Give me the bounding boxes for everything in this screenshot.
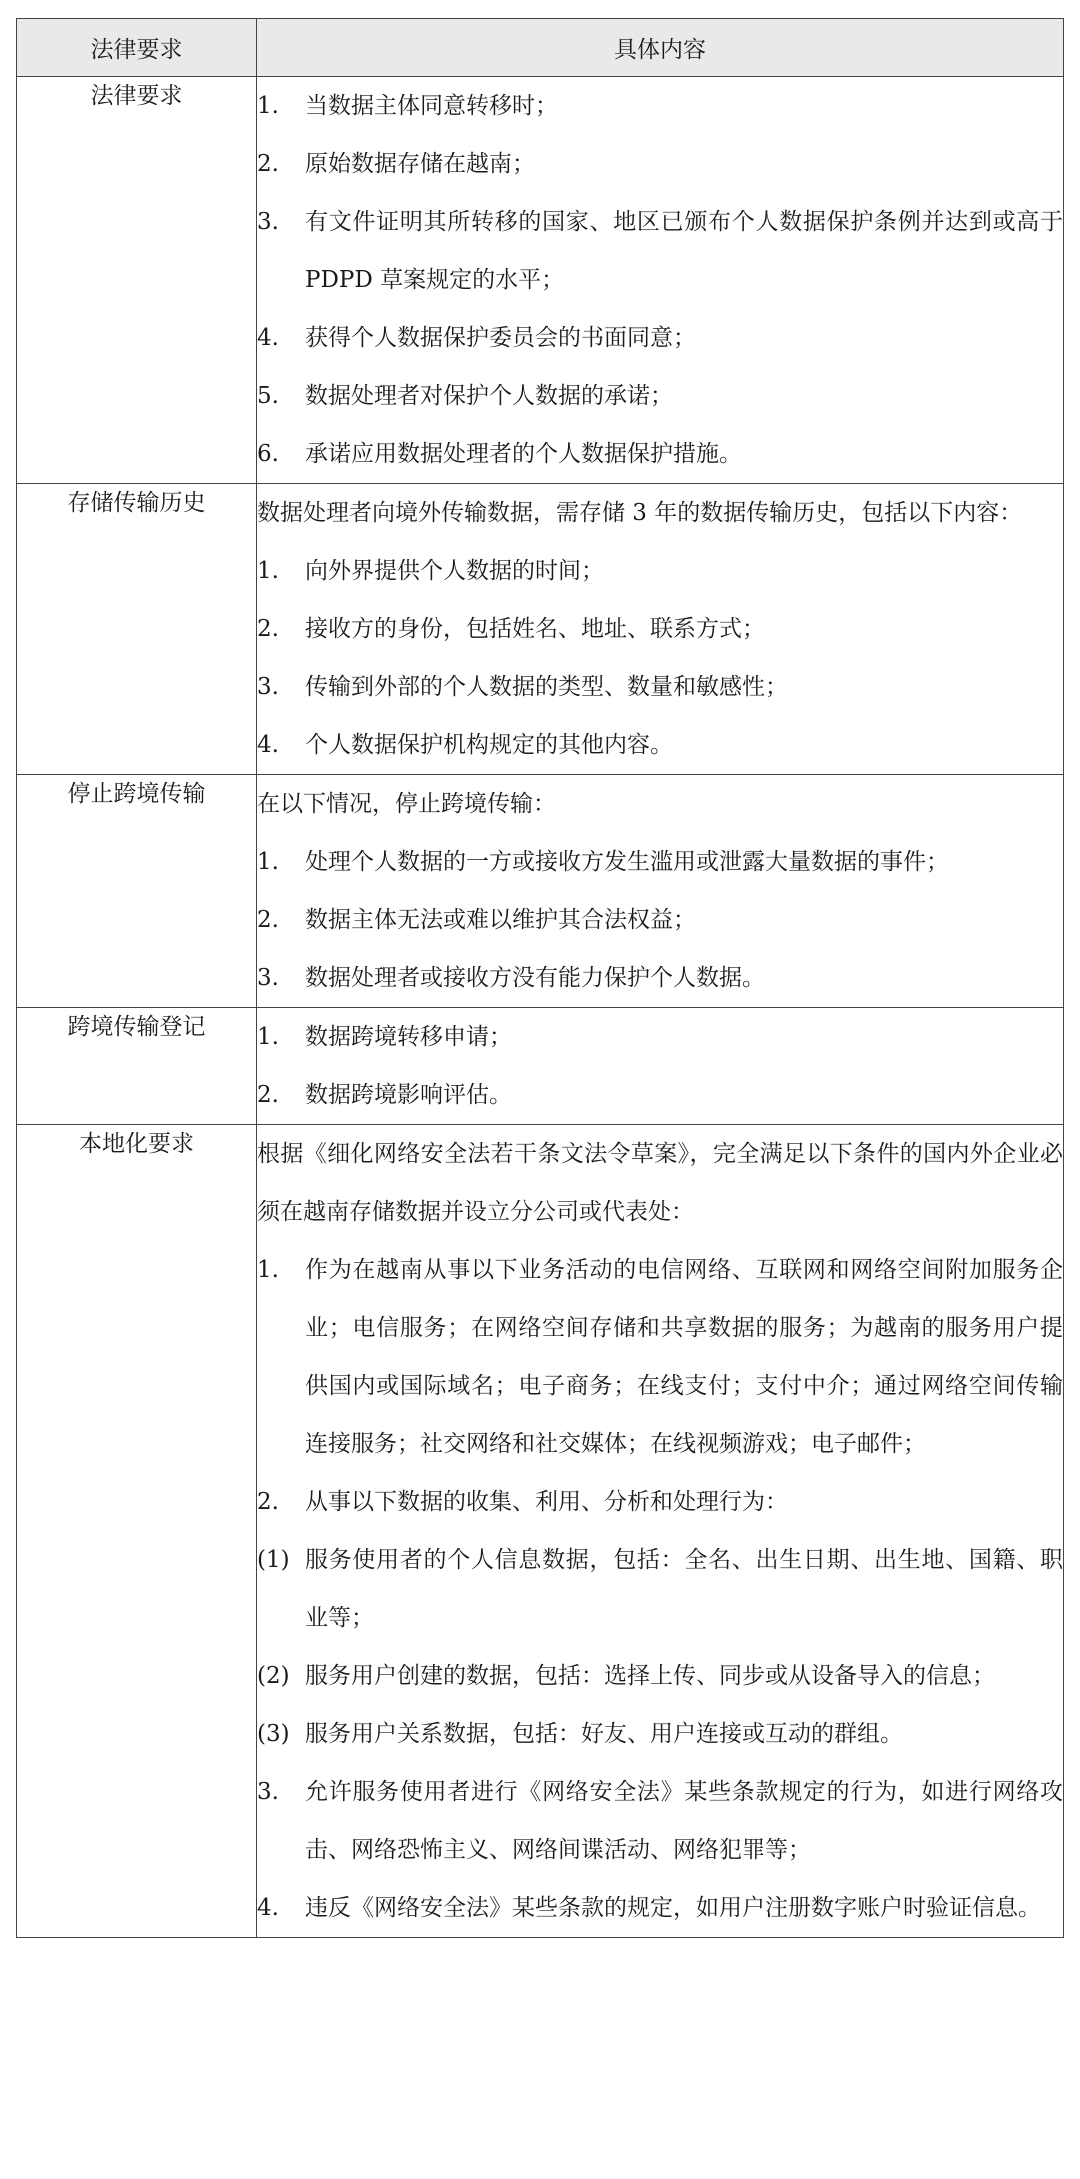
list-item-text: 服务用户创建的数据，包括：选择上传、同步或从设备导入的信息； (305, 1663, 995, 1689)
list-item-number: 2. (257, 616, 279, 642)
row-content (257, 484, 1064, 775)
list-item-text: 处理个人数据的一方或接收方发生滥用或泄露大量数据的事件； (305, 849, 949, 875)
list-item-text: 违反《网络安全法》某些条款的规定，如用户注册数字账户时验证信息。 (305, 1895, 1041, 1921)
list-item-number: 6. (257, 441, 279, 467)
table-row (17, 1008, 1064, 1125)
row-category: 跨境传输登记 (17, 1008, 257, 1125)
list-item-text: 承诺应用数据处理者的个人数据保护措施。 (305, 441, 742, 467)
list-item-number: 1. (257, 558, 279, 584)
list-item-number: 4. (257, 732, 279, 758)
list-item-number: 2. (257, 1082, 279, 1108)
list-item-number: 3. (257, 674, 279, 700)
table-row (17, 1125, 1064, 1938)
list-item-text: 数据跨境影响评估。 (305, 1082, 512, 1108)
list-item-text: 数据处理者或接收方没有能力保护个人数据。 (305, 965, 765, 991)
header-category: 法律要求 (17, 19, 257, 77)
table-row (17, 484, 1064, 775)
list-item-text: 当数据主体同意转移时； (305, 93, 558, 119)
table-header-row (17, 19, 1064, 77)
list-item-number: 1. (257, 1257, 279, 1283)
row-category: 存储传输历史 (17, 484, 257, 775)
row-category: 本地化要求 (17, 1125, 257, 1938)
list-item (257, 1647, 1063, 1705)
list-item (257, 833, 1063, 891)
row-content (257, 77, 1064, 484)
list-item-text: 服务使用者的个人信息数据，包括：全名、出生日期、出生地、国籍、职业等； (305, 1547, 1063, 1631)
row-intro-text: 在以下情况，停止跨境传输： (257, 791, 556, 817)
list-item-number: 4. (257, 1895, 279, 1921)
list-item-number: 2. (257, 151, 279, 177)
list-item (257, 135, 1063, 193)
list-item (257, 1763, 1063, 1879)
list-item-text: 数据主体无法或难以维护其合法权益； (305, 907, 696, 933)
list-item-text: 原始数据存储在越南； (305, 151, 535, 177)
list-item (257, 600, 1063, 658)
table-body (17, 77, 1064, 1938)
requirements-table (16, 18, 1064, 1938)
list-item-text: 从事以下数据的收集、利用、分析和处理行为： (305, 1489, 788, 1515)
list-item (257, 309, 1063, 367)
list-item (257, 367, 1063, 425)
list-item-number: (1) (257, 1547, 290, 1573)
list-item (257, 542, 1063, 600)
list-item-text: 有文件证明其所转移的国家、地区已颁布个人数据保护条例并达到或高于 PDPD 草案规定的水平； (305, 209, 1063, 293)
list-item (257, 1008, 1063, 1066)
table-row (17, 775, 1064, 1008)
list-item-text: 作为在越南从事以下业务活动的电信网络、互联网和网络空间附加服务企业；电信服务；在网络空间存储和共享数据的服务；为越南的服务用户提供国内或国际域名；电子商务；在线支付；支付中介；通过网络空间传输连接服务；社交网络和社交媒体；在线视频游戏；电子邮件； (305, 1257, 1063, 1457)
list-item (257, 1531, 1063, 1647)
list-item-number: 3. (257, 1779, 279, 1805)
row-content (257, 1008, 1064, 1125)
list-item-number: 3. (257, 209, 279, 235)
list-item-text: 接收方的身份，包括姓名、地址、联系方式； (305, 616, 765, 642)
list-item-text: 获得个人数据保护委员会的书面同意； (305, 325, 696, 351)
list-item (257, 949, 1063, 1007)
list-item-number: 1. (257, 1024, 279, 1050)
header-content: 具体内容 (257, 19, 1064, 77)
list-item (257, 1241, 1063, 1473)
list-item (257, 1066, 1063, 1124)
list-item-text: 向外界提供个人数据的时间； (305, 558, 604, 584)
list-item (257, 716, 1063, 774)
list-item (257, 77, 1063, 135)
list-item-number: (2) (257, 1663, 290, 1689)
list-item-number: 4. (257, 325, 279, 351)
list-item-number: 1. (257, 849, 279, 875)
row-content (257, 775, 1064, 1008)
row-intro-text: 根据《细化网络安全法若干条文法令草案》，完全满足以下条件的国内外企业必须在越南存储数据并设立分公司或代表处： (257, 1141, 1063, 1225)
list-item-text: 个人数据保护机构规定的其他内容。 (305, 732, 673, 758)
list-item (257, 193, 1063, 309)
list-item-text: 传输到外部的个人数据的类型、数量和敏感性； (305, 674, 788, 700)
list-item (257, 1473, 1063, 1531)
list-item-number: 2. (257, 907, 279, 933)
list-item-number: 2. (257, 1489, 279, 1515)
list-item-number: 5. (257, 383, 279, 409)
list-item (257, 1879, 1063, 1937)
list-item-text: 服务用户关系数据，包括：好友、用户连接或互动的群组。 (305, 1721, 903, 1747)
row-intro-text: 数据处理者向境外传输数据，需存储 3 年的数据传输历史，包括以下内容： (257, 500, 1023, 526)
table-row (17, 77, 1064, 484)
list-item (257, 425, 1063, 483)
list-item-text: 数据跨境转移申请； (305, 1024, 512, 1050)
row-content (257, 1125, 1064, 1938)
list-item (257, 1705, 1063, 1763)
list-item (257, 658, 1063, 716)
list-item-number: 1. (257, 93, 279, 119)
list-item-text: 数据处理者对保护个人数据的承诺； (305, 383, 673, 409)
row-category: 停止跨境传输 (17, 775, 257, 1008)
row-category: 法律要求 (17, 77, 257, 484)
list-item-text: 允许服务使用者进行《网络安全法》某些条款规定的行为，如进行网络攻击、网络恐怖主义、网络间谍活动、网络犯罪等； (305, 1779, 1063, 1863)
list-item (257, 891, 1063, 949)
list-item-number: 3. (257, 965, 279, 991)
list-item-number: (3) (257, 1721, 290, 1747)
